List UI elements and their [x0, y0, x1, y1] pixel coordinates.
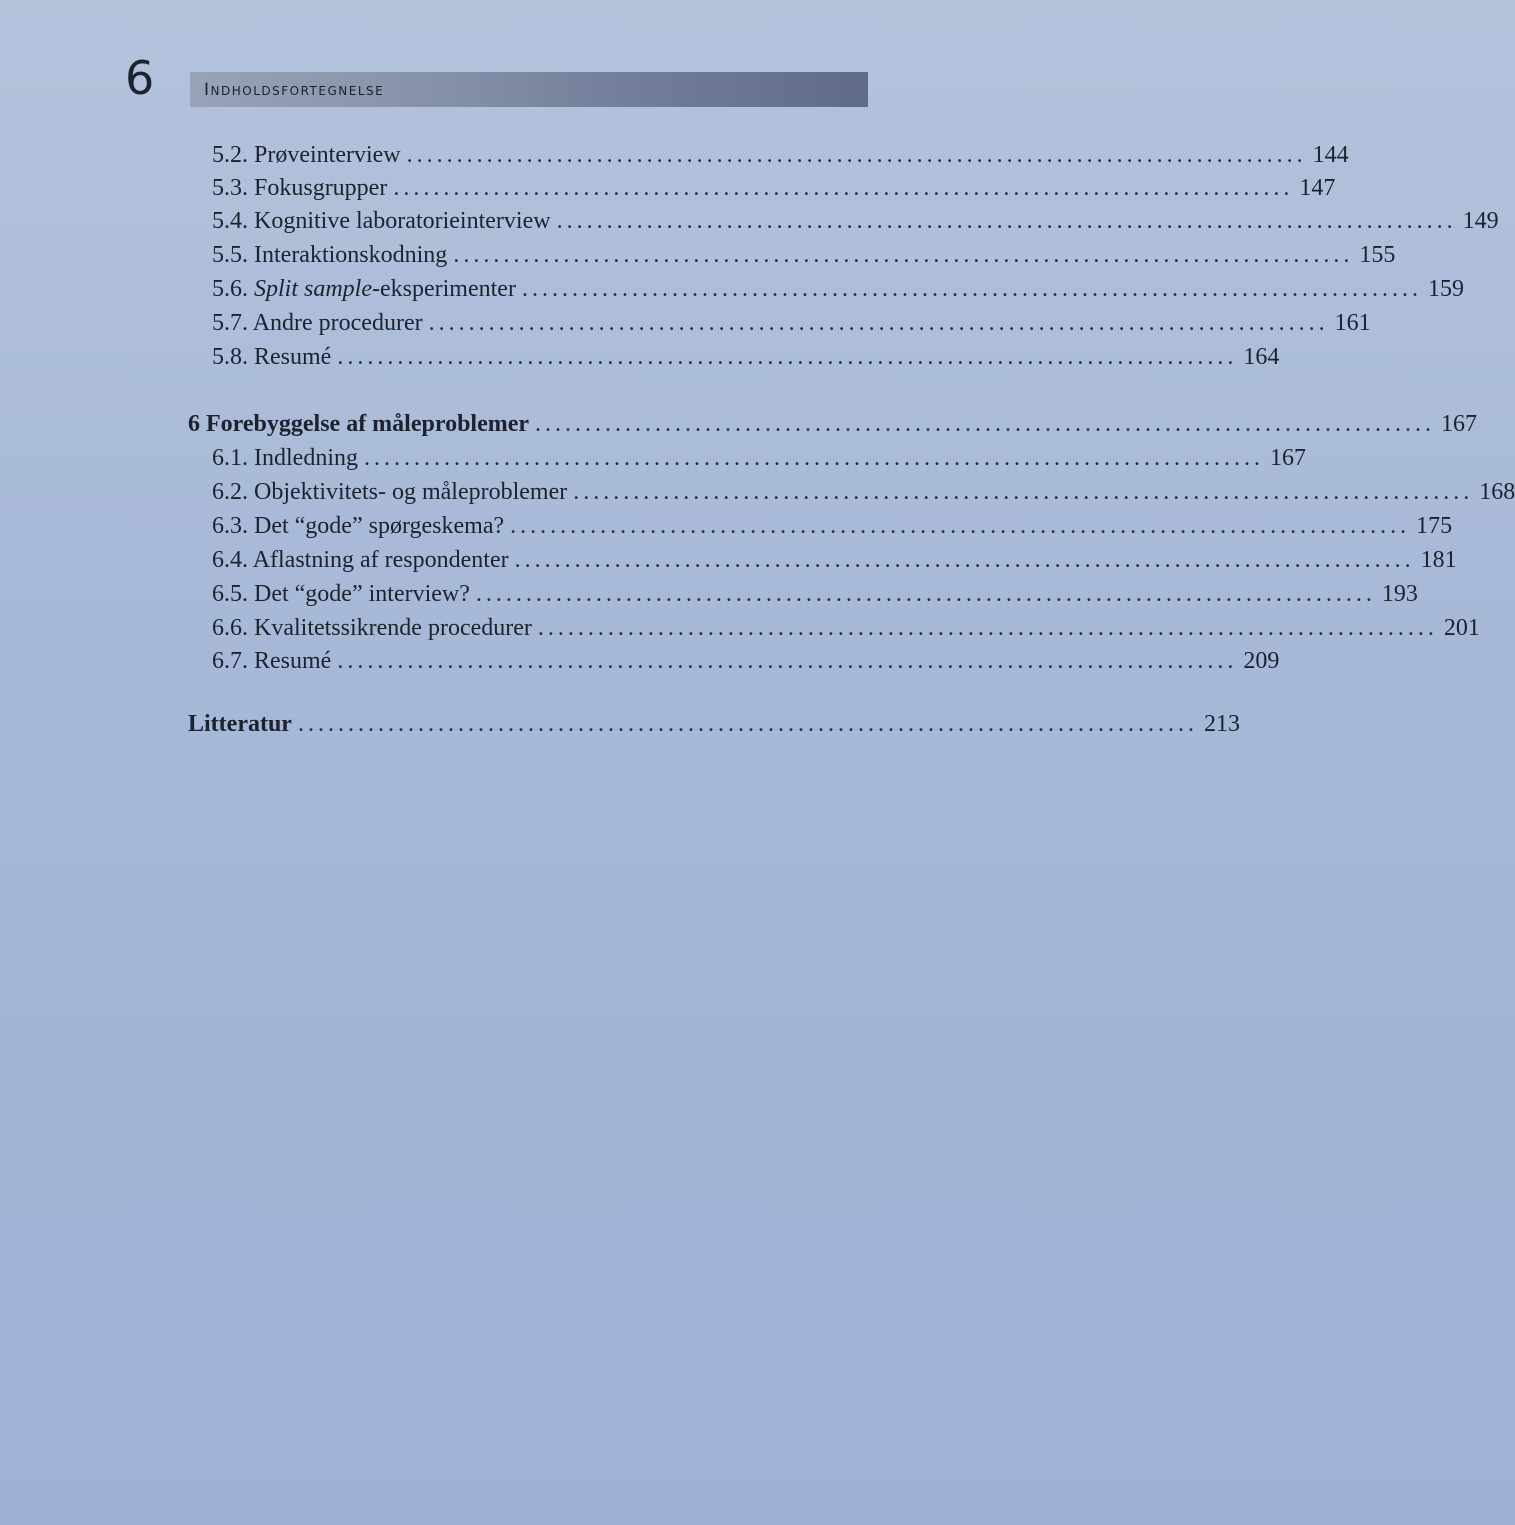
toc-literature-page: 213 [1203, 711, 1240, 737]
toc-entry-number: 6.1. [212, 445, 248, 471]
toc-chapter-number: 6 [188, 411, 200, 437]
leader-dots: .......................................................................................... [521, 276, 1422, 302]
toc-entry-number: 5.5. [212, 242, 248, 268]
toc-entry-title-rest: -eksperimenter [372, 276, 516, 302]
toc-entry-5-3[interactable] [212, 173, 1336, 203]
toc-entry-number: 5.6. [212, 276, 248, 302]
toc-entry-title: Indledning [254, 445, 358, 471]
toc-entry-title: Interaktionskodning [254, 242, 448, 268]
toc-entry-number: 5.4. [212, 208, 248, 234]
toc-entry-5-6[interactable] [212, 274, 1464, 304]
toc-entry-number: 5.2. [212, 142, 248, 168]
toc-entry-6-6[interactable] [212, 613, 1480, 643]
toc-entry-number: 6.3. [212, 513, 248, 539]
leader-dots: .......................................................................................... [363, 445, 1264, 471]
leader-dots: .......................................................................................... [428, 310, 1329, 336]
toc-entry-page: 201 [1443, 615, 1480, 641]
toc-entry-page: 161 [1334, 310, 1371, 336]
leader-dots: .......................................................................................... [535, 411, 1436, 437]
toc-entry-title: Kognitive laboratorieinterview [254, 208, 551, 234]
toc-chapter-title: Forebyggelse af måleproblemer [206, 411, 530, 437]
toc-entry-page: 209 [1243, 648, 1280, 674]
leader-dots: .......................................................................................... [337, 648, 1238, 674]
leader-dots: .......................................................................................... [337, 344, 1238, 370]
toc-entry-page: 147 [1299, 175, 1336, 201]
toc-literature[interactable] [188, 709, 1240, 739]
toc-entry-page: 144 [1312, 142, 1349, 168]
toc-literature-title: Litteratur [188, 711, 292, 737]
toc-entry-number: 5.8. [212, 344, 248, 370]
toc-entry-title: Objektivitets- og måleproblemer [254, 479, 568, 505]
toc-entry-6-5[interactable] [212, 579, 1418, 609]
toc-entry-number: 6.4. [212, 547, 248, 573]
toc-entry-title: Aflastning af respondenter [252, 547, 509, 573]
leader-dots: .......................................................................................... [406, 142, 1307, 168]
toc-entry-title: Kvalitetssikrende procedurer [254, 615, 532, 641]
toc-entry-title: Prøveinterview [254, 142, 401, 168]
running-header-title: Indholdsfortegnelse [204, 79, 385, 100]
leader-dots: .......................................................................................... [475, 581, 1376, 607]
toc-entry-6-3[interactable] [212, 511, 1453, 541]
toc-entry-number: 6.5. [212, 581, 248, 607]
leader-dots: .......................................................................................... [453, 242, 1354, 268]
toc-entry-page: 181 [1420, 547, 1457, 573]
toc-entry-title: Det “gode” interview? [254, 581, 470, 607]
toc-entry-5-2[interactable] [212, 140, 1349, 170]
toc-entry-page: 193 [1381, 581, 1418, 607]
toc-chapter-6[interactable] [188, 409, 1478, 439]
leader-dots: .......................................................................................... [393, 175, 1294, 201]
toc-entry-6-7[interactable] [212, 646, 1280, 676]
toc-entry-page: 167 [1269, 445, 1306, 471]
toc-entry-5-4[interactable] [212, 206, 1499, 236]
leader-dots: .......................................................................................... [556, 208, 1457, 234]
toc-entry-page: 168 [1479, 479, 1515, 505]
toc-entry-page: 159 [1427, 276, 1464, 302]
toc-entry-title: Resumé [254, 344, 332, 370]
toc-entry-title: Fokusgrupper [254, 175, 388, 201]
toc-entry-number: 6.7. [212, 648, 248, 674]
toc-entry-6-4[interactable] [212, 545, 1457, 575]
toc-entry-title: Andre procedurer [252, 310, 423, 336]
leader-dots: .......................................................................................... [510, 513, 1411, 539]
toc-entry-number: 6.2. [212, 479, 248, 505]
toc-entry-5-7[interactable] [212, 308, 1371, 338]
toc-chapter-page: 167 [1441, 411, 1478, 437]
toc-entry-6-1[interactable] [212, 443, 1306, 473]
toc-entry-6-2[interactable] [212, 477, 1515, 507]
toc-entry-title: Det “gode” spørgeskema? [254, 513, 505, 539]
toc-entry-page: 155 [1359, 242, 1396, 268]
toc-entry-page: 164 [1243, 344, 1280, 370]
leader-dots: .......................................................................................... [537, 615, 1438, 641]
toc-entry-5-5[interactable] [212, 240, 1396, 270]
toc-entry-number: 5.7. [212, 310, 248, 336]
toc-entry-page: 149 [1462, 208, 1499, 234]
toc-entry-title: Resumé [254, 648, 332, 674]
running-header-bar [190, 72, 868, 107]
page-number: 6 [125, 51, 155, 105]
leader-dots: .......................................................................................... [573, 479, 1474, 505]
toc-entry-title-italic: Split sample [254, 276, 372, 302]
toc-entry-5-8[interactable] [212, 342, 1280, 372]
toc-entry-number: 6.6. [212, 615, 248, 641]
toc-entry-page: 175 [1416, 513, 1453, 539]
toc-entry-number: 5.3. [212, 175, 248, 201]
leader-dots: .......................................................................................... [297, 711, 1198, 737]
leader-dots: .......................................................................................... [514, 547, 1415, 573]
